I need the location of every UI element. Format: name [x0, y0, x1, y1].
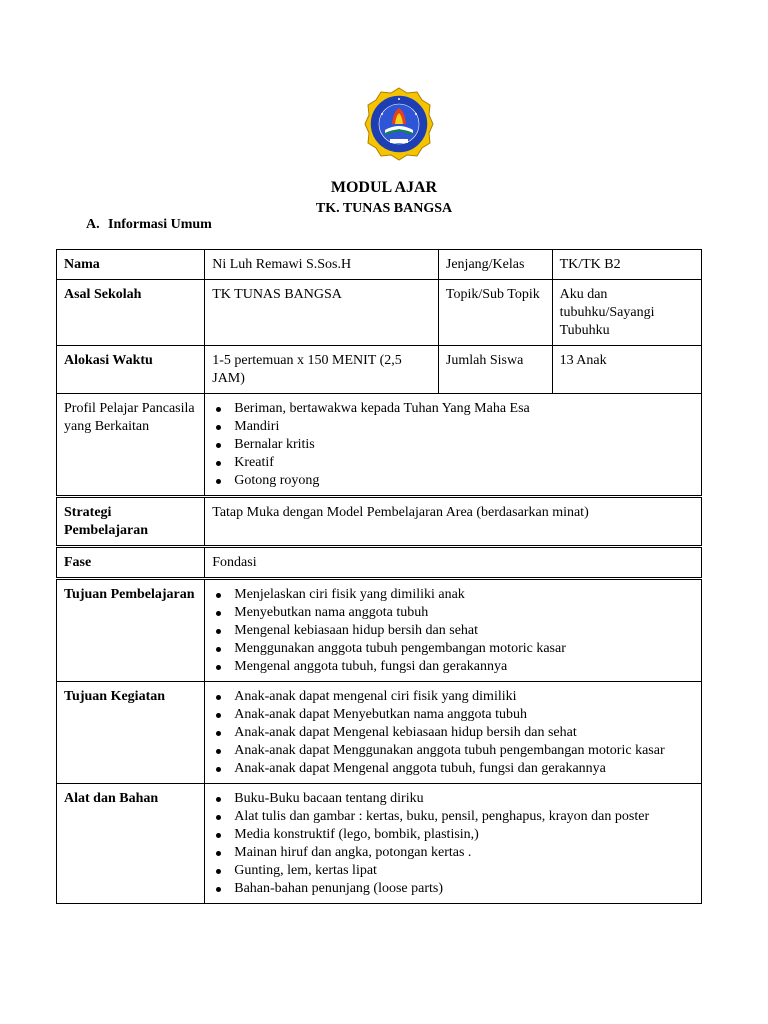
list-item: Anak-anak dapat Menggunakan anggota tubuh pengembangan motoric kasar — [212, 742, 695, 760]
list-item: Media konstruktif (lego, bombik, plastisin,) — [212, 826, 695, 844]
value-tujuan-pembelajaran — [205, 579, 702, 682]
bullet-list — [212, 790, 695, 898]
school-name: TK. TUNAS BANGSA — [315, 201, 453, 216]
section-heading — [86, 217, 212, 233]
bullet-list — [212, 586, 695, 676]
list-item: Bernalar kritis — [212, 436, 695, 454]
label-jenjang-kelas: Jenjang/Kelas — [438, 250, 552, 280]
label-asal-sekolah: Asal Sekolah — [57, 280, 205, 346]
label-nama: Nama — [57, 250, 205, 280]
list-item: Bahan-bahan penunjang (loose parts) — [212, 880, 695, 898]
label-fase: Fase — [57, 547, 205, 579]
label-jumlah-siswa: Jumlah Siswa — [438, 346, 552, 394]
value-alat-bahan — [205, 784, 702, 904]
value-jumlah-siswa: 13 Anak — [552, 346, 701, 394]
table-row — [57, 579, 702, 682]
list-item: Gunting, lem, kertas lipat — [212, 862, 695, 880]
label-strategi: Strategi Pembelajaran — [57, 497, 205, 547]
value-profil-pelajar — [205, 394, 702, 497]
list-item: Menggunakan anggota tubuh pengembangan motoric kasar — [212, 640, 695, 658]
list-item: Anak-anak dapat Mengenal kebiasaan hidup bersih dan sehat — [212, 724, 695, 742]
list-item: Beriman, bertawakwa kepada Tuhan Yang Maha Esa — [212, 400, 695, 418]
table-row — [57, 250, 702, 280]
table-row — [57, 346, 702, 394]
bullet-list — [212, 688, 695, 778]
list-item: Mandiri — [212, 418, 695, 436]
list-item: Menjelaskan ciri fisik yang dimiliki anak — [212, 586, 695, 604]
value-strategi: Tatap Muka dengan Model Pembelajaran Area (berdasarkan minat) — [205, 497, 702, 547]
value-fase: Fondasi — [205, 547, 702, 579]
value-nama: Ni Luh Remawi S.Sos.H — [205, 250, 439, 280]
list-item: Anak-anak dapat Mengenal anggota tubuh, fungsi dan gerakannya — [212, 760, 695, 778]
list-item: Menyebutkan nama anggota tubuh — [212, 604, 695, 622]
table-row — [57, 547, 702, 579]
list-item: Buku-Buku bacaan tentang diriku — [212, 790, 695, 808]
table-row — [57, 497, 702, 547]
table-row — [57, 682, 702, 784]
list-item: Mengenal anggota tubuh, fungsi dan gerakannya — [212, 658, 695, 676]
list-item: Mengenal kebiasaan hidup bersih dan sehat — [212, 622, 695, 640]
table-row — [57, 784, 702, 904]
value-tujuan-kegiatan — [205, 682, 702, 784]
label-alat-bahan: Alat dan Bahan — [57, 784, 205, 904]
value-asal-sekolah: TK TUNAS BANGSA — [205, 280, 439, 346]
table-row — [57, 280, 702, 346]
value-topik: Aku dan tubuhku/Sayangi Tubuhku — [552, 280, 701, 346]
list-item: Anak-anak dapat Menyebutkan nama anggota tubuh — [212, 706, 695, 724]
label-topik: Topik/Sub Topik — [438, 280, 552, 346]
label-tujuan-pembelajaran: Tujuan Pembelajaran — [57, 579, 205, 682]
value-jenjang-kelas: TK/TK B2 — [552, 250, 701, 280]
list-item: Alat tulis dan gambar : kertas, buku, pensil, penghapus, krayon dan poster — [212, 808, 695, 826]
school-emblem-icon — [363, 86, 435, 162]
section-letter: A. — [86, 217, 100, 232]
list-item: Gotong royong — [212, 472, 695, 490]
list-item: Anak-anak dapat mengenal ciri fisik yang dimiliki — [212, 688, 695, 706]
bullet-list — [212, 400, 695, 490]
label-alokasi-waktu: Alokasi Waktu — [57, 346, 205, 394]
document-title: MODUL AJAR — [330, 179, 438, 196]
label-profil-pelajar: Profil Pelajar Pancasila yang Berkaitan — [57, 394, 205, 497]
list-item: Mainan hiruf dan angka, potongan kertas . — [212, 844, 695, 862]
general-information-table — [56, 249, 702, 904]
list-item: Kreatif — [212, 454, 695, 472]
section-title: Informasi Umum — [108, 217, 212, 232]
label-tujuan-kegiatan: Tujuan Kegiatan — [57, 682, 205, 784]
table-row — [57, 394, 702, 497]
value-alokasi-waktu: 1-5 pertemuan x 150 MENIT (2,5 JAM) — [205, 346, 439, 394]
